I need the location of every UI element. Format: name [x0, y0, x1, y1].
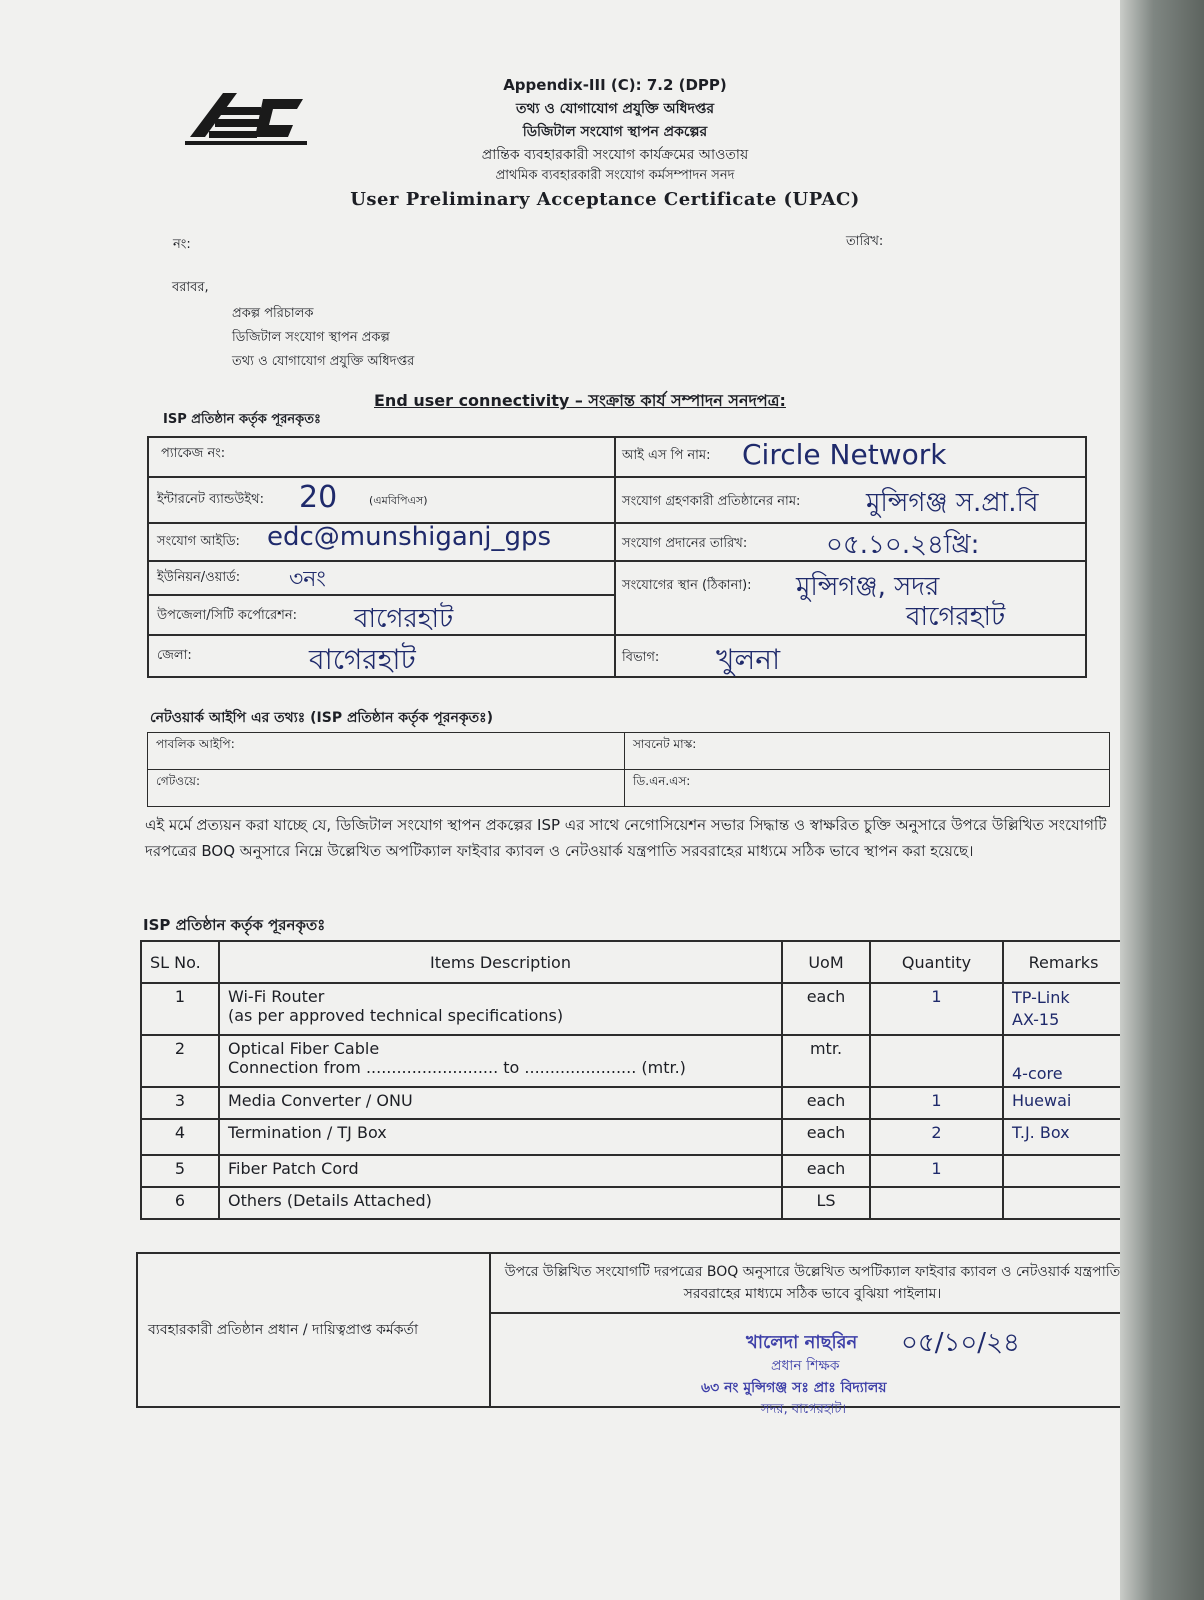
stamp-name: খালেদা নাছরিন: [746, 1332, 858, 1353]
row-quantity: [870, 1187, 1003, 1219]
row-sl: 2: [141, 1035, 219, 1087]
items-header-row: [141, 941, 1124, 983]
connection-id-label: সংযোগ আইডি:: [157, 534, 240, 549]
row-uom: each: [782, 1087, 870, 1119]
row-quantity: 2: [870, 1119, 1003, 1155]
union-value: ৩নং: [289, 567, 326, 592]
address-to: বরাবর,: [172, 280, 209, 295]
row-quantity: [870, 1035, 1003, 1087]
header-description: Items Description: [219, 941, 782, 983]
program-name: প্রান্তিক ব্যবহারকারী সংযোগ কার্যক্রমের আওতায়: [481, 147, 749, 163]
district-label: জেলা:: [157, 648, 192, 663]
isp-name-cell: [615, 437, 1086, 477]
package-label: প্যাকেজ নং:: [161, 446, 226, 461]
stamp-title: প্রধান শিক্ষক: [771, 1358, 840, 1374]
address-line-2: ডিজিটাল সংযোগ স্থাপন প্রকল্প: [232, 330, 390, 345]
header-uom: UoM: [782, 941, 870, 983]
network-info-table: [147, 732, 1110, 807]
union-cell: [148, 561, 615, 595]
table-row: [141, 983, 1124, 1035]
official-label-cell: ব্যবহারকারী প্রতিষ্ঠান প্রধান / দায়িত্বপ্রাপ্ত কর্মকর্তা: [137, 1253, 490, 1407]
row-remarks: [1003, 1155, 1124, 1187]
gateway-cell: [148, 770, 625, 807]
items-filled-label: ISP প্রতিষ্ঠান কর্তৃক পূরনকৃতঃ: [143, 916, 326, 934]
row-sl: 4: [141, 1119, 219, 1155]
date-label: তারিখ:: [846, 234, 884, 249]
row-description: Others (Details Attached): [219, 1187, 782, 1219]
row-remarks: [1003, 1187, 1124, 1219]
receiver-cell: [615, 477, 1086, 523]
row-sl: 5: [141, 1155, 219, 1187]
appendix-label: Appendix-III (C): 7.2 (DPP): [503, 76, 727, 94]
table-row: [141, 1035, 1124, 1087]
public-ip-label: পাবলিক আইপি:: [156, 737, 235, 751]
isp-name-value: Circle Network: [742, 438, 947, 471]
stamp-address: সদর, বাগেরহাট।: [761, 1402, 847, 1417]
bandwidth-value: 20: [299, 480, 338, 515]
row-description: Media Converter / ONU: [219, 1087, 782, 1119]
table-row: [141, 1087, 1124, 1119]
location-value-line-1: মুন্সিগঞ্জ, সদর: [796, 572, 940, 602]
upazila-value: বাগেরহাট: [354, 604, 454, 634]
items-table: [140, 940, 1125, 1220]
division-cell: [615, 635, 1086, 677]
number-label: নং:: [173, 237, 191, 252]
row-description: Optical Fiber Cable Connection from .......................... to ...................... (mtr.): [219, 1035, 782, 1087]
project-name: ডিজিটাল সংযোগ স্থাপন প্রকল্পের: [522, 124, 708, 140]
background-surface: [1120, 0, 1204, 1600]
row-uom: each: [782, 1155, 870, 1187]
header-remarks: Remarks: [1003, 941, 1124, 983]
certification-statement: এই মর্মে প্রত্যয়ন করা যাচ্ছে যে, ডিজিটাল সংযোগ স্থাপন প্রকল্পের ISP এর সাথে নেগোসিয়েশন সভার সিদ্ধান্ত ও স্বাক্ষরিত চুক্তি অনুসারে উপরে উল্লিখিত সংযোগটি দরপত্রের BOQ অনুসারে নিম্নে উল্লেখিত অপটিক্যাল ফাইবার ক্যাবল ও নেটওয়ার্ক যন্ত্রপাতি সরবরাহের মাধ্যমে সঠিক ভাবে স্থাপন করা হয়েছে।: [145, 816, 1107, 860]
subject-line: End user connectivity – সংক্রান্ত কার্য সম্পাদন সনদপত্র:: [374, 391, 786, 410]
package-cell: [148, 437, 615, 477]
address-line-3: তথ্য ও যোগাযোগ প্রযুক্তি অধিদপ্তর: [232, 354, 415, 369]
union-label: ইউনিয়ন/ওয়ার্ড:: [157, 570, 241, 585]
acknowledgement-table: [136, 1252, 1136, 1417]
row-remarks: T.J. Box: [1003, 1119, 1124, 1155]
bandwidth-cell: [148, 477, 615, 523]
location-cell: [615, 561, 1086, 635]
network-info-title: নেটওয়ার্ক আইপি এর তথ্যঃ (ISP প্রতিষ্ঠান কর্তৃক পূরনকৃতঃ): [150, 710, 494, 726]
table-row: [141, 1187, 1124, 1219]
row-quantity: 1: [870, 1155, 1003, 1187]
signature-cell: [490, 1313, 1135, 1417]
division-value: খুলনা: [716, 643, 781, 676]
address-line-1: প্রকল্প পরিচালক: [232, 306, 314, 321]
row-remarks: 4-core: [1003, 1035, 1124, 1087]
subnet-cell: [625, 733, 1110, 770]
isp-name-label: আই এস পি নাম:: [622, 448, 711, 463]
header-sl: SL No.: [141, 941, 219, 983]
upazila-cell: [148, 595, 615, 635]
row-description: Fiber Patch Cord: [219, 1155, 782, 1187]
bandwidth-unit: (এমবিপিএস): [369, 494, 428, 507]
row-sl: 6: [141, 1187, 219, 1219]
subnet-label: সাবনেট মাস্ক:: [633, 737, 697, 751]
row-uom: LS: [782, 1187, 870, 1219]
row-quantity: 1: [870, 983, 1003, 1035]
row-description: Wi-Fi Router (as per approved technical specifications): [219, 983, 782, 1035]
row-description: Termination / TJ Box: [219, 1119, 782, 1155]
department-name: তথ্য ও যোগাযোগ প্রযুক্তি অধিদপ্তর: [515, 101, 715, 117]
stamp-school: ৬৩ নং মুন্সিগঞ্জ সঃ প্রাঃ বিদ্যালয়: [701, 1380, 887, 1396]
district-value: বাগেরহাট: [309, 643, 416, 676]
certificate-title-bn: প্রাথমিক ব্যবহারকারী সংযোগ কর্মসম্পাদন সনদ: [495, 168, 735, 183]
table-row: [141, 1155, 1124, 1187]
row-uom: each: [782, 1119, 870, 1155]
connection-date-label: সংযোগ প্রদানের তারিখ:: [622, 536, 748, 551]
row-remarks: TP-Link AX-15: [1003, 983, 1124, 1035]
connection-id-value: edc@munshiganj_gps: [267, 522, 552, 552]
division-label: বিভাগ:: [622, 650, 660, 665]
location-value-line-2: বাগেরহাট: [906, 602, 1006, 632]
connection-date-value: ০৫.১০.২৪খ্রি:: [826, 530, 980, 560]
row-sl: 3: [141, 1087, 219, 1119]
bandwidth-label: ইন্টারনেট ব্যান্ডউইথ:: [157, 492, 264, 507]
table-row: [141, 1119, 1124, 1155]
row-quantity: 1: [870, 1087, 1003, 1119]
dns-label: ডি.এন.এস:: [633, 774, 691, 788]
row-remarks: Huewai: [1003, 1087, 1124, 1119]
confirmation-text: উপরে উল্লিখিত সংযোগটি দরপত্রের BOQ অনুসারে উল্লেখিত অপটিক্যাল ফাইবার ক্যাবল ও নেটওয়ার্ক যন্ত্রপাতি সরবরাহের মাধ্যমে সঠিক ভাবে বুঝিয়া পাইলাম।: [490, 1253, 1135, 1313]
gateway-label: গেটওয়ে:: [156, 774, 201, 788]
receiver-value: মুন্সিগঞ্জ স.প্রা.বি: [866, 488, 1039, 518]
certificate-title-en: User Preliminary Acceptance Certificate (UPAC): [350, 189, 860, 210]
location-label: সংযোগের স্থান (ঠিকানা):: [622, 578, 752, 593]
receiver-label: সংযোগ গ্রহণকারী প্রতিষ্ঠানের নাম:: [622, 494, 801, 509]
public-ip-cell: [148, 733, 625, 770]
row-uom: mtr.: [782, 1035, 870, 1087]
signature-date: ০৫/১০/২৪: [901, 1328, 1020, 1358]
row-sl: 1: [141, 983, 219, 1035]
connection-id-cell: [148, 523, 615, 561]
header-quantity: Quantity: [870, 941, 1003, 983]
isp-filled-label: ISP প্রতিষ্ঠান কর্তৃক পূরনকৃতঃ: [163, 412, 321, 427]
district-cell: [148, 635, 615, 677]
connection-info-table: [147, 436, 1087, 678]
dns-cell: [625, 770, 1110, 807]
row-uom: each: [782, 983, 870, 1035]
upazila-label: উপজেলা/সিটি কর্পোরেশন:: [157, 608, 298, 623]
connection-date-cell: [615, 523, 1086, 561]
